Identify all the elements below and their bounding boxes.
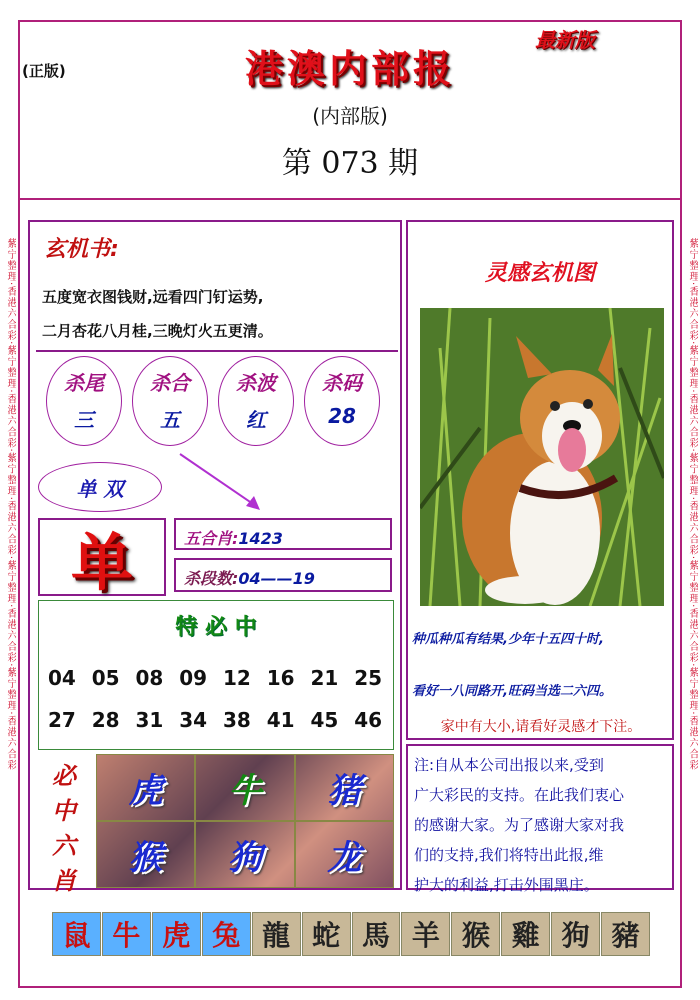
number-cell: 05 — [91, 666, 120, 690]
hint-key: 杀波 — [236, 371, 276, 395]
picture-tip: 家中有大小,请看好灵感才下注。 — [440, 719, 642, 735]
notice-line: 广大彩民的支持。在此我们衷心 — [414, 786, 625, 804]
zodiac-tile-strip — [52, 912, 650, 958]
header-divider — [20, 198, 680, 200]
zodiac-cell: 猪 — [295, 754, 394, 821]
must-win-row-2 — [40, 708, 390, 732]
edition-left-label: (正版) — [22, 62, 66, 80]
number-cell: 34 — [179, 708, 208, 732]
kill-segment-label: 杀段数: — [184, 569, 239, 588]
mystery-divider — [36, 350, 398, 352]
number-cell: 08 — [135, 666, 164, 690]
issue-number: 第 073 期 — [281, 146, 419, 181]
edition-right-label: 最新版 — [535, 28, 595, 52]
number-cell: 28 — [91, 708, 120, 732]
notice-line: 护大的利益,打击外围黑庄。 — [414, 876, 599, 894]
mystery-line-2: 二月杏花八月桂,三晚灯火五更清。 — [42, 322, 273, 340]
number-cell: 31 — [135, 708, 164, 732]
left-side-strip: 紫宁整理·香港六合彩·紫宁整理·香港六合彩·紫宁整理·香港六合彩·紫宁整理·香港六合彩·紫宁整理·香港六合彩 — [5, 237, 16, 771]
hint-value: 三 — [74, 408, 94, 432]
hint-key: 杀尾 — [64, 371, 104, 395]
hint-value: 28 — [328, 404, 356, 428]
notice-line: 的感谢大家。为了感谢大家对我 — [414, 816, 625, 834]
hint-oval-code — [304, 356, 380, 446]
kill-segment-value: 04——19 — [238, 569, 315, 588]
odd-even-label: 单 双 — [76, 477, 124, 501]
zodiac-tile: 虎 — [152, 912, 201, 956]
five-combo-box — [174, 518, 392, 550]
label-char: 中 — [52, 797, 76, 825]
picture-verse-2: 看好一八同路开,旺码当选二六四。 — [412, 684, 612, 699]
zodiac-cell: 龙 — [295, 821, 394, 888]
number-cell: 04 — [47, 666, 76, 690]
zodiac-tile: 兔 — [202, 912, 251, 956]
zodiac-tile: 猴 — [451, 912, 500, 956]
zodiac-tile: 牛 — [102, 912, 151, 956]
odd-even-oval — [38, 462, 162, 512]
picture-verse-1: 种瓜种瓜有结果,少年十五四十时, — [412, 632, 604, 647]
dog-photo — [420, 308, 664, 606]
hint-value: 五 — [160, 408, 180, 432]
arrow-icon — [170, 448, 270, 518]
page-subtitle: (内部版) — [312, 104, 388, 128]
number-cell: 38 — [222, 708, 251, 732]
number-cell: 09 — [179, 666, 208, 690]
hint-oval-tail — [46, 356, 122, 446]
number-cell: 12 — [222, 666, 251, 690]
zodiac-cell: 猴 — [96, 821, 195, 888]
label-char: 肖 — [52, 867, 76, 895]
zodiac-tile: 鼠 — [52, 912, 101, 956]
label-char: 六 — [52, 832, 76, 860]
zodiac-cell: 虎 — [96, 754, 195, 821]
label-char: 必 — [52, 762, 76, 790]
five-combo-label: 五合肖: — [184, 529, 239, 548]
result-box — [38, 518, 166, 599]
mystery-line-1: 五度宽衣图钱财,远看四门钉运势, — [42, 288, 264, 306]
zodiac-cell: 狗 — [195, 821, 294, 888]
zodiac-cell: 牛 — [195, 754, 294, 821]
zodiac-tile: 羊 — [401, 912, 450, 956]
zodiac-tile: 馬 — [352, 912, 401, 956]
right-side-strip: 紫宁整理·香港六合彩·紫宁整理·香港六合彩·紫宁整理·香港六合彩·紫宁整理·香港六合彩·紫宁整理·香港六合彩 — [687, 237, 698, 771]
number-cell: 46 — [354, 708, 383, 732]
hint-value: 红 — [246, 408, 266, 432]
number-cell: 41 — [266, 708, 295, 732]
hint-key: 杀合 — [150, 371, 190, 395]
result-char: 单 — [70, 525, 133, 599]
notice-line: 们的支持,我们将特出此报,维 — [414, 846, 604, 864]
number-cell: 21 — [310, 666, 339, 690]
number-cell: 16 — [266, 666, 295, 690]
must-win-label: 特 必 中 — [175, 615, 257, 640]
notice-panel — [406, 744, 674, 894]
mystery-book-label: 玄机书: — [44, 237, 119, 262]
number-cell: 25 — [354, 666, 383, 690]
zodiac-tile: 狗 — [551, 912, 600, 956]
must-win-row-1 — [40, 666, 390, 690]
six-zodiac-grid — [96, 754, 394, 888]
zodiac-tile: 龍 — [252, 912, 301, 956]
hint-key: 杀码 — [322, 371, 362, 395]
zodiac-tile: 豬 — [601, 912, 650, 956]
hint-oval-combo — [132, 356, 208, 446]
zodiac-tile: 雞 — [501, 912, 550, 956]
hint-oval-wave — [218, 356, 294, 446]
kill-segment-box — [174, 558, 392, 592]
number-cell: 45 — [310, 708, 339, 732]
notice-line: 注:自从本公司出报以来,受到 — [414, 756, 604, 774]
six-zodiac-label — [44, 756, 84, 895]
zodiac-tile: 蛇 — [302, 912, 351, 956]
five-combo-value: 1423 — [238, 529, 283, 548]
number-cell: 27 — [47, 708, 76, 732]
page-title: 港澳内部报 — [244, 46, 455, 91]
picture-panel-title: 灵感玄机图 — [484, 261, 595, 286]
